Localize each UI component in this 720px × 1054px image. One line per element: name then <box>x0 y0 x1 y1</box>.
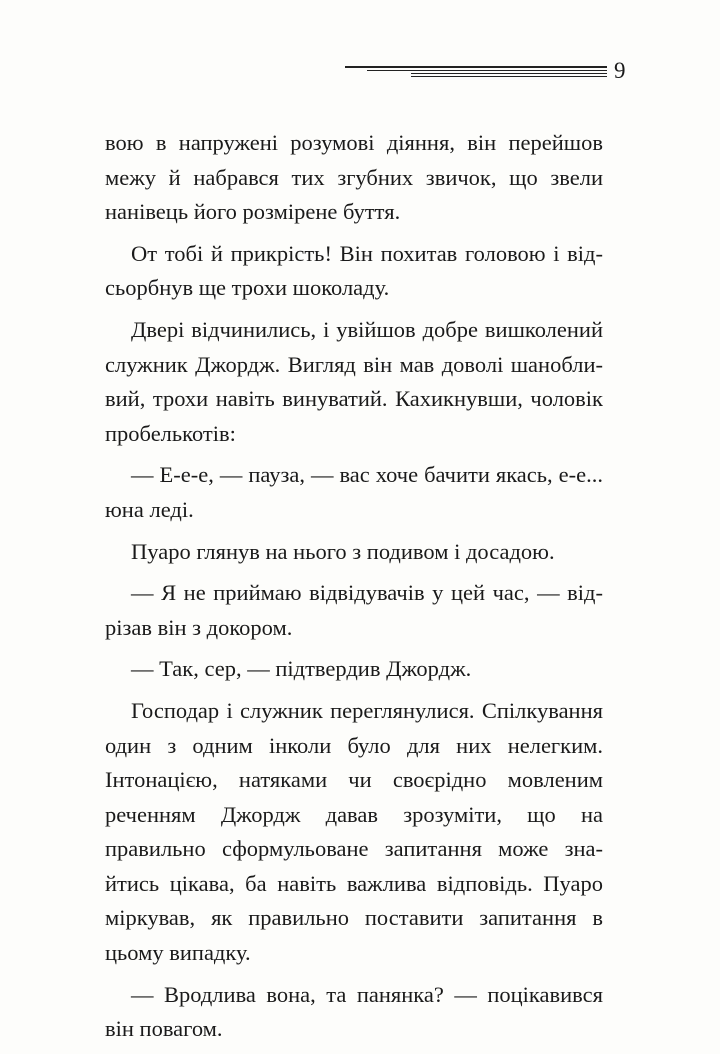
dialogue-line: — Вродлива вона, та панянка? — поцікавився він повагом. <box>105 981 603 1042</box>
header-rule-line <box>411 76 607 77</box>
paragraph: Двері відчинились, і увійшов добре вишколений служник Джордж. Вигляд він мав доволі шанобливий, трохи навіть винуватий. Кахикнувши, чоловік пробелькотів: <box>105 316 603 446</box>
page-number: 9 <box>614 58 626 83</box>
book-text <box>105 126 603 1054</box>
header-rule-line <box>411 73 607 74</box>
header-rule-line <box>345 66 607 68</box>
paragraph: Пуаро глянув на нього з подивом і досадою. <box>131 538 555 564</box>
running-header <box>0 58 720 88</box>
dialogue-line: — Я не приймаю відвідувачів у цей час, — відрізав він з докором. <box>105 580 603 640</box>
dialogue-line: — Так, сер, — підтвердив Джордж. <box>131 656 472 682</box>
dialogue-line: — Е-е-е, — пауза, — вас хоче бачити якась, е-е... юна леді. <box>105 462 603 522</box>
paragraph-continuation: вою в напружені розумові діяння, він перейшов межу й набрався тих згубних звичок, що звели нанівець його розмірене буття. <box>105 130 603 225</box>
header-rule-line <box>367 70 607 71</box>
paragraph: От тобі й прикрість! Він похитав головою і відсьорбнув ще трохи шоколаду. <box>105 240 603 301</box>
header-rule <box>345 66 607 78</box>
paragraph: Господар і служник переглянулися. Спілкування один з одним інколи було для них нелегким. Інтонацією, натяками чи своєрідно мовленим реченням Джордж давав зрозуміти, що на правильно сформульоване запитання може знайтись цікава, ба навіть важлива відповідь. Пуаро міркував, як правильно поставити запитання в цьому випадку. <box>105 697 603 966</box>
